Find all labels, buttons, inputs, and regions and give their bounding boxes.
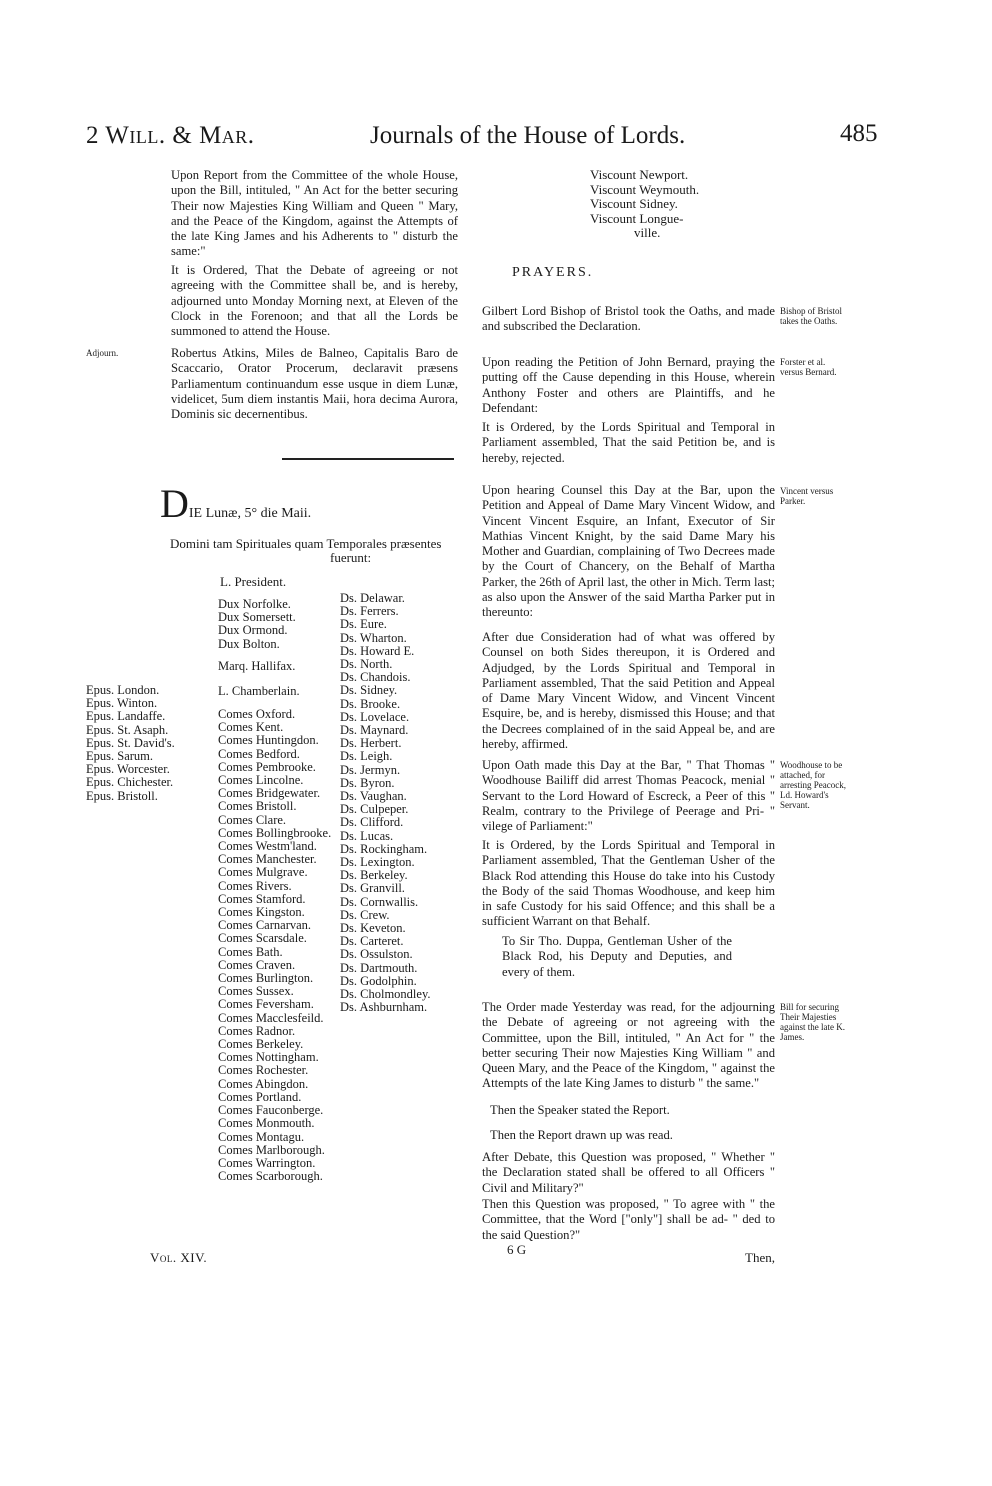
report-read-paragraph: Then the Report drawn up was read. — [490, 1128, 673, 1142]
bishops-list — [86, 684, 175, 803]
list-item: Comes Rivers. — [218, 878, 292, 893]
list-item: Comes Bridgewater. — [218, 786, 321, 801]
prayers-heading: PRAYERS. — [512, 265, 594, 280]
list-item: Ds. Rockingham. — [340, 841, 428, 856]
margin-note-bishop: Bishop of Bristol takes the Oaths. — [780, 306, 843, 326]
day-heading — [160, 480, 311, 527]
drop-initial: D — [160, 481, 189, 526]
list-item: Ds. Maynard. — [340, 723, 409, 738]
list-item: Comes Lincolne. — [218, 773, 304, 788]
oath-paragraph: Upon Oath made this Day at the Bar, " That Thomas " Woodhouse Bailiff did arrest Thomas Peacock, menial " Servant to the Lord Howard of Escreck, a Peer of this " Realm, contrary to the Privilege of Peerage and Pri- " vilege of Parliament:" — [482, 758, 775, 834]
viscounts-list — [590, 168, 699, 241]
margin-note-bernard: Forster et al. versus Bernard. — [780, 357, 837, 377]
list-item: Epus. St. Asaph. — [86, 722, 169, 737]
list-item: Comes Macclesfeild. — [218, 1010, 324, 1025]
list-item: Ds. Berkeley. — [340, 868, 408, 883]
order-paragraph: The Order made Yesterday was read, for the adjourning the Debate of agreeing or not agreeing with the Committee, upon the Bill, intituled, " An Act for " the better securing Their now Majesties King William " and Queen Mary, and the Peace of the Kingdom, " against the Attempts of the late King James to disturb " the same." — [482, 1000, 775, 1091]
list-item: Comes Rochester. — [218, 1063, 309, 1078]
margin-note-vincent: Vincent versus Parker. — [780, 486, 834, 506]
list-item: Comes Bristoll. — [218, 799, 297, 814]
list-item: Ds. Herbert. — [340, 736, 402, 751]
barons-list — [340, 592, 431, 1015]
list-item: Ds. Ferrers. — [340, 604, 399, 619]
list-item: Ds. Ashburnham. — [340, 1000, 428, 1015]
affirmed-paragraph: After due Consideration had of what was offered by Counsel on both Sides thereupon, it is Ordered and Adjudged, by the Lords Spiritual and Temporal in Parliament assembled, That the said Petition and Appeal of Dame Mary Vincent Widow, and Vincent Vincent Esquire, be, and is hereby, dismissed this House; and that the Decrees complained of in the said Appeal be, and are hereby, affirmed. — [482, 630, 775, 752]
list-item: Comes Marlborough. — [218, 1142, 325, 1157]
section-divider — [282, 458, 454, 460]
list-item: Epus. London. — [86, 683, 160, 697]
list-item: Ds. Leigh. — [340, 749, 393, 764]
margin-note-woodhouse: Woodhouse to be attached, for arresting Peacock, Ld. Howard's Servant. — [780, 760, 846, 810]
adjourn-paragraph: Robertus Atkins, Miles de Balneo, Capitalis Baro de Scaccario, Orator Procerum, declaravit præsens Parliamentum continuandum esse usque in diem Lunæ, videlicet, 5um diem instantis Maii, hora decima Aurora, Dominis sic decernentibus. — [171, 346, 458, 422]
question-paragraph: Then this Question was proposed, " To agree with " the Committee, that the Word ["only"] shall be ad- " ded to the said Question?" — [482, 1197, 775, 1242]
list-item: Comes Manchester. — [218, 852, 317, 867]
list-item: Viscount Longue- — [590, 210, 684, 226]
list-item: Epus. Bristoll. — [86, 788, 158, 803]
bernard-paragraph: Upon reading the Petition of John Bernard, praying the putting off the Cause depending in this House, wherein Anthony Foster and others are Plaintiffs, and he Defendant: — [482, 355, 775, 415]
running-head-left: 2 Will. & Mar. — [86, 122, 255, 149]
list-item: Comes Scarsdale. — [218, 931, 307, 946]
catchword: Then, — [745, 1250, 775, 1265]
list-item: Epus. Chichester. — [86, 775, 174, 790]
speaker-paragraph: Then the Speaker stated the Report. — [490, 1103, 670, 1117]
lord-chamberlain: L. Chamberlain. — [218, 684, 300, 698]
running-head-title: Journals of the House of Lords. — [370, 122, 686, 149]
list-item: Ds. Delawar. — [340, 591, 405, 605]
page-number: 485 — [840, 120, 878, 147]
list-item: Ds. Byron. — [340, 775, 395, 790]
list-item: Comes Nottingham. — [218, 1050, 319, 1065]
list-item: Ds. Chandois. — [340, 670, 411, 685]
list-item: Epus. Worcester. — [86, 762, 170, 777]
debate-paragraph: After Debate, this Question was proposed, " Whether " the Declaration stated shall be offered to all Officers " Civil and Military?" — [482, 1150, 775, 1195]
volume-footer: Vol. XIV. — [150, 1250, 208, 1265]
list-item: Comes Carnarvan. — [218, 918, 312, 933]
day-heading-text: IE Lunæ, 5° die Maii. — [188, 506, 312, 521]
list-item: Ds. Granvill. — [340, 881, 405, 896]
list-item: Ds. Lexington. — [340, 855, 415, 870]
list-item: Ds. Godolphin. — [340, 973, 417, 988]
list-item: Epus. Landaffe. — [86, 709, 166, 724]
list-item: Ds. Clifford. — [340, 815, 404, 830]
margin-note-adjourn: Adjourn. — [86, 348, 119, 358]
list-item: Comes Burlington. — [218, 971, 314, 986]
lord-president: L. President. — [220, 574, 287, 589]
list-item: Ds. Cornwallis. — [340, 894, 419, 909]
list-item: Comes Radnor. — [218, 1023, 296, 1038]
list-item: Comes Berkeley. — [218, 1037, 304, 1052]
list-item: Viscount Newport. — [590, 167, 689, 182]
list-item: Viscount Sidney. — [590, 196, 678, 211]
list-item: Ds. North. — [340, 657, 393, 672]
list-item: Ds. Dartmouth. — [340, 960, 418, 975]
list-item: Comes Monmouth. — [218, 1116, 315, 1131]
list-item: Comes Fauconberge. — [218, 1103, 324, 1118]
list-item: Comes Mulgrave. — [218, 865, 308, 880]
list-item: Comes Clare. — [218, 812, 287, 827]
list-item: Comes Stamford. — [218, 891, 306, 906]
list-item: Epus. Winton. — [86, 696, 158, 711]
list-item: Comes Portland. — [218, 1089, 302, 1104]
list-item: Comes Sussex. — [218, 984, 294, 999]
list-item: Ds. Vaughan. — [340, 789, 407, 804]
earls-list — [218, 708, 331, 1183]
list-item: Comes Craven. — [218, 957, 296, 972]
list-item: Ds. Carteret. — [340, 934, 404, 949]
margin-note-bill: Bill for securing Their Majesties against the late K. James. — [780, 1002, 845, 1042]
list-item: Comes Westm'land. — [218, 839, 317, 854]
list-item: Epus. St. David's. — [86, 735, 175, 750]
list-item: Comes Montagu. — [218, 1129, 305, 1144]
list-item: Ds. Crew. — [340, 907, 390, 922]
list-item: Ds. Keveton. — [340, 921, 406, 936]
domini-line-1: Domini tam Spirituales quam Temporales præsentes — [170, 536, 442, 551]
list-item: Ds. Lucas. — [340, 828, 394, 843]
list-item: Epus. Sarum. — [86, 749, 154, 764]
list-item: Ds. Cholmondley. — [340, 987, 431, 1002]
list-item: Ds. Howard E. — [340, 643, 415, 658]
list-item: Ds. Eure. — [340, 617, 387, 632]
custody-paragraph: It is Ordered, by the Lords Spiritual and Temporal in Parliament assembled, That the Gentleman Usher of the Black Rod attending this House do take into his Custody the Body of the said Thomas Woodhouse, and keep him in safe Custody for his said Offence; and this shall be a sufficient Warrant on that Behalf. — [482, 838, 775, 929]
vincent-paragraph: Upon hearing Counsel this Day at the Bar, upon the Petition and Appeal of Dame Mary Vincent Widow, and Vincent Vincent Esquire, an Infant, Executor of Sir Mathias Vincent Knight, by the said Dame Mary his Mother and Guardian, complaining of Two Decrees made by the Court of Chancery, on the Behalf of Martha Parker, the 26th of April last, the other in Mich. Term last; as also upon the Answer of the said Martha Parker put in thereunto: — [482, 483, 775, 620]
list-item: Comes Feversham. — [218, 997, 314, 1012]
rejected-paragraph: It is Ordered, by the Lords Spiritual and Temporal in Parliament assembled, That the said Petition be, and is hereby, rejected. — [482, 420, 775, 465]
list-item: Ds. Culpeper. — [340, 802, 409, 817]
marquess: Marq. Hallifax. — [218, 659, 296, 673]
list-item: Comes Bollingbrooke. — [218, 825, 332, 840]
bishop-paragraph: Gilbert Lord Bishop of Bristol took the Oaths, and made and subscribed the Declaration. — [482, 304, 775, 334]
list-item: Ds. Jermyn. — [340, 762, 401, 777]
list-item: Comes Bedford. — [218, 746, 300, 761]
list-item: Ds. Ossulston. — [340, 947, 413, 962]
list-item: Comes Scarborough. — [218, 1169, 323, 1184]
list-item: Dux Ormond. — [218, 623, 288, 638]
report-paragraph: Upon Report from the Committee of the whole House, upon the Bill, intituled, " An Act for the better securing Their now Majesties King William and Queen " Mary, and the Peace of the Kingdom, against the Attempts of the late King James and his Adherents to " disturb the same:" — [171, 168, 458, 259]
list-item: Comes Bath. — [218, 944, 283, 959]
domini-line-2: fuerunt: — [330, 550, 372, 565]
list-item: Ds. Lovelace. — [340, 709, 410, 724]
list-item: Ds. Brooke. — [340, 696, 401, 711]
list-item: ville. — [634, 225, 661, 240]
list-item: Comes Abingdon. — [218, 1076, 309, 1091]
list-item: Viscount Weymouth. — [590, 181, 700, 197]
list-item: Comes Warrington. — [218, 1155, 316, 1170]
list-item: Ds. Sidney. — [340, 683, 398, 698]
list-item: Dux Bolton. — [218, 636, 280, 651]
list-item: Comes Kent. — [218, 720, 284, 735]
list-item: Comes Kingston. — [218, 905, 305, 920]
list-item: Comes Pembrooke. — [218, 759, 316, 774]
ordered-paragraph: It is Ordered, That the Debate of agreeing or not agreeing with the Committee shall be, and is hereby, adjourned unto Monday Morning next, at Eleven of the Clock in the Forenoon; and that all the Lords be summoned to attend the House. — [171, 263, 458, 339]
list-item: Ds. Wharton. — [340, 630, 407, 645]
list-item: Comes Oxford. — [218, 707, 296, 721]
list-item: Dux Norfolke. — [218, 597, 291, 611]
list-item: Comes Huntingdon. — [218, 733, 319, 748]
dukes-list — [218, 598, 296, 651]
list-item: Dux Somersett. — [218, 610, 296, 625]
duppa-paragraph: To Sir Tho. Duppa, Gentleman Usher of the Black Rod, his Deputy and Deputies, and every of them. — [502, 934, 732, 979]
signature-mark: 6 G — [507, 1242, 527, 1257]
